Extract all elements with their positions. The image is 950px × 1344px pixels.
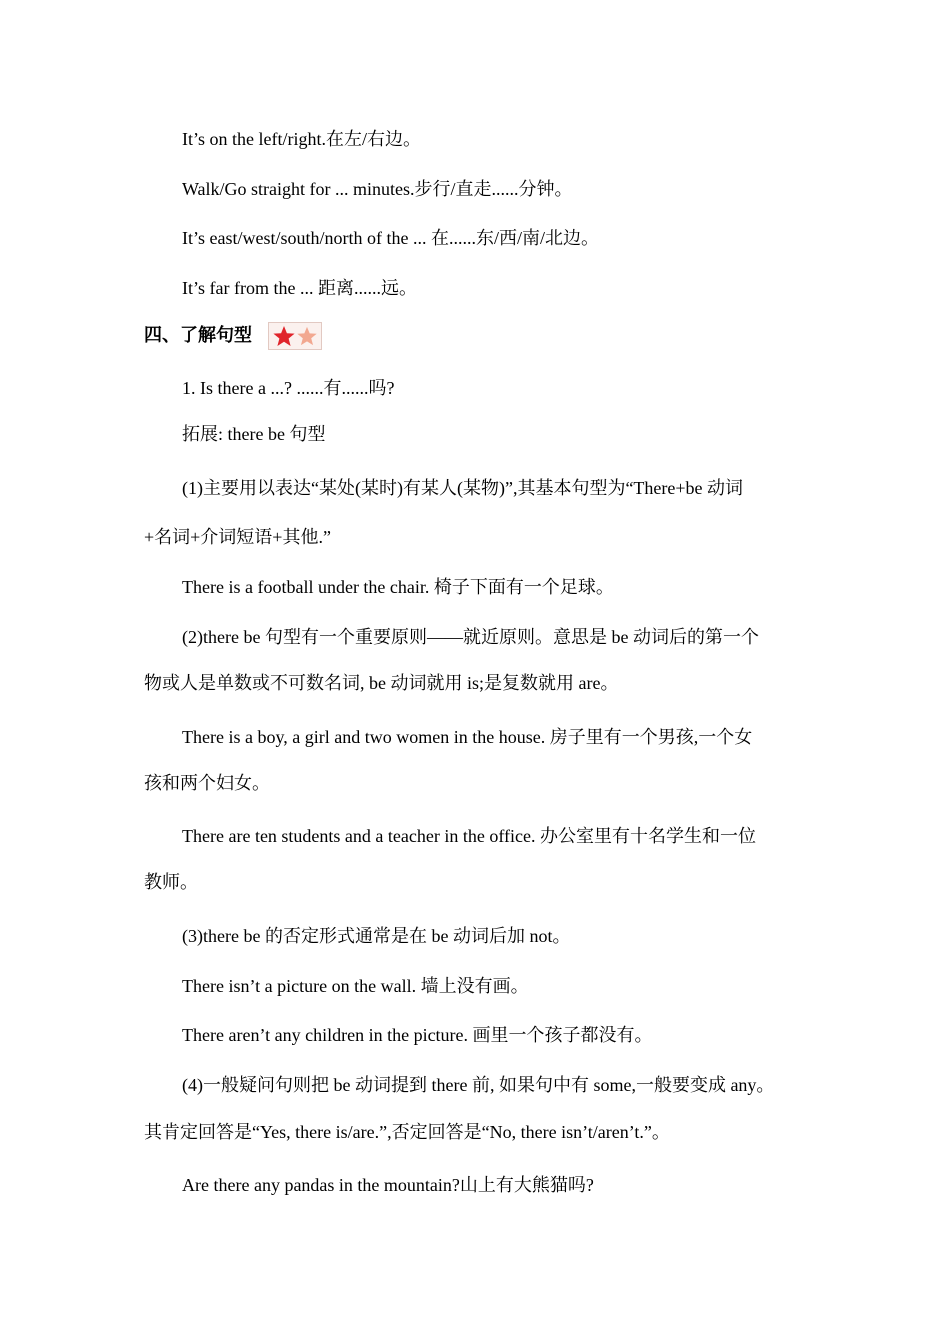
text-line: 其肯定回答是“Yes, there is/are.”,否定回答是“No, there isn’t/aren’t.”。	[144, 1122, 670, 1142]
text-line: 拓展: there be 句型	[182, 424, 326, 444]
text-line: 物或人是单数或不可数名词, be 动词就用 is;是复数就用 are。	[144, 673, 619, 693]
text-line: There is a boy, a girl and two women in the house. 房子里有一个男孩,一个女	[182, 727, 753, 747]
text-line: There is a football under the chair. 椅子下面有一个足球。	[182, 577, 614, 597]
text-line: 孩和两个妇女。	[144, 773, 270, 793]
text-line: There isn’t a picture on the wall. 墙上没有画。	[182, 976, 529, 996]
text-line: 1. Is there a ...? ......有......吗?	[182, 378, 395, 398]
text-line: +名词+介词短语+其他.”	[144, 527, 331, 547]
section-title: 四、了解句型	[144, 325, 252, 346]
text-line: 教师。	[144, 872, 198, 892]
text-line: It’s on the left/right.在左/右边。	[182, 129, 421, 149]
text-line: Walk/Go straight for ... minutes.步行/直走......分钟。	[182, 179, 573, 199]
two-star-rating-icon	[268, 322, 322, 350]
text-line: There aren’t any children in the picture. 画里一个孩子都没有。	[182, 1025, 653, 1045]
text-line: (1)主要用以表达“某处(某时)有某人(某物)”,其基本句型为“There+be 动词	[182, 478, 744, 498]
text-line: Are there any pandas in the mountain?山上有大熊猫吗?	[182, 1175, 594, 1195]
section-heading	[144, 322, 322, 350]
text-line: (4)一般疑问句则把 be 动词提到 there 前, 如果句中有 some,一般要变成 any。	[182, 1075, 775, 1095]
text-line: (2)there be 句型有一个重要原则——就近原则。意思是 be 动词后的第一个	[182, 627, 759, 647]
text-line: It’s far from the ... 距离......远。	[182, 278, 417, 298]
text-line: (3)there be 的否定形式通常是在 be 动词后加 not。	[182, 926, 571, 946]
text-line: There are ten students and a teacher in the office. 办公室里有十名学生和一位	[182, 826, 756, 846]
star-filled-icon	[272, 325, 296, 347]
text-line: It’s east/west/south/north of the ... 在......东/西/南/北边。	[182, 228, 599, 248]
star-faded-icon	[296, 325, 318, 347]
